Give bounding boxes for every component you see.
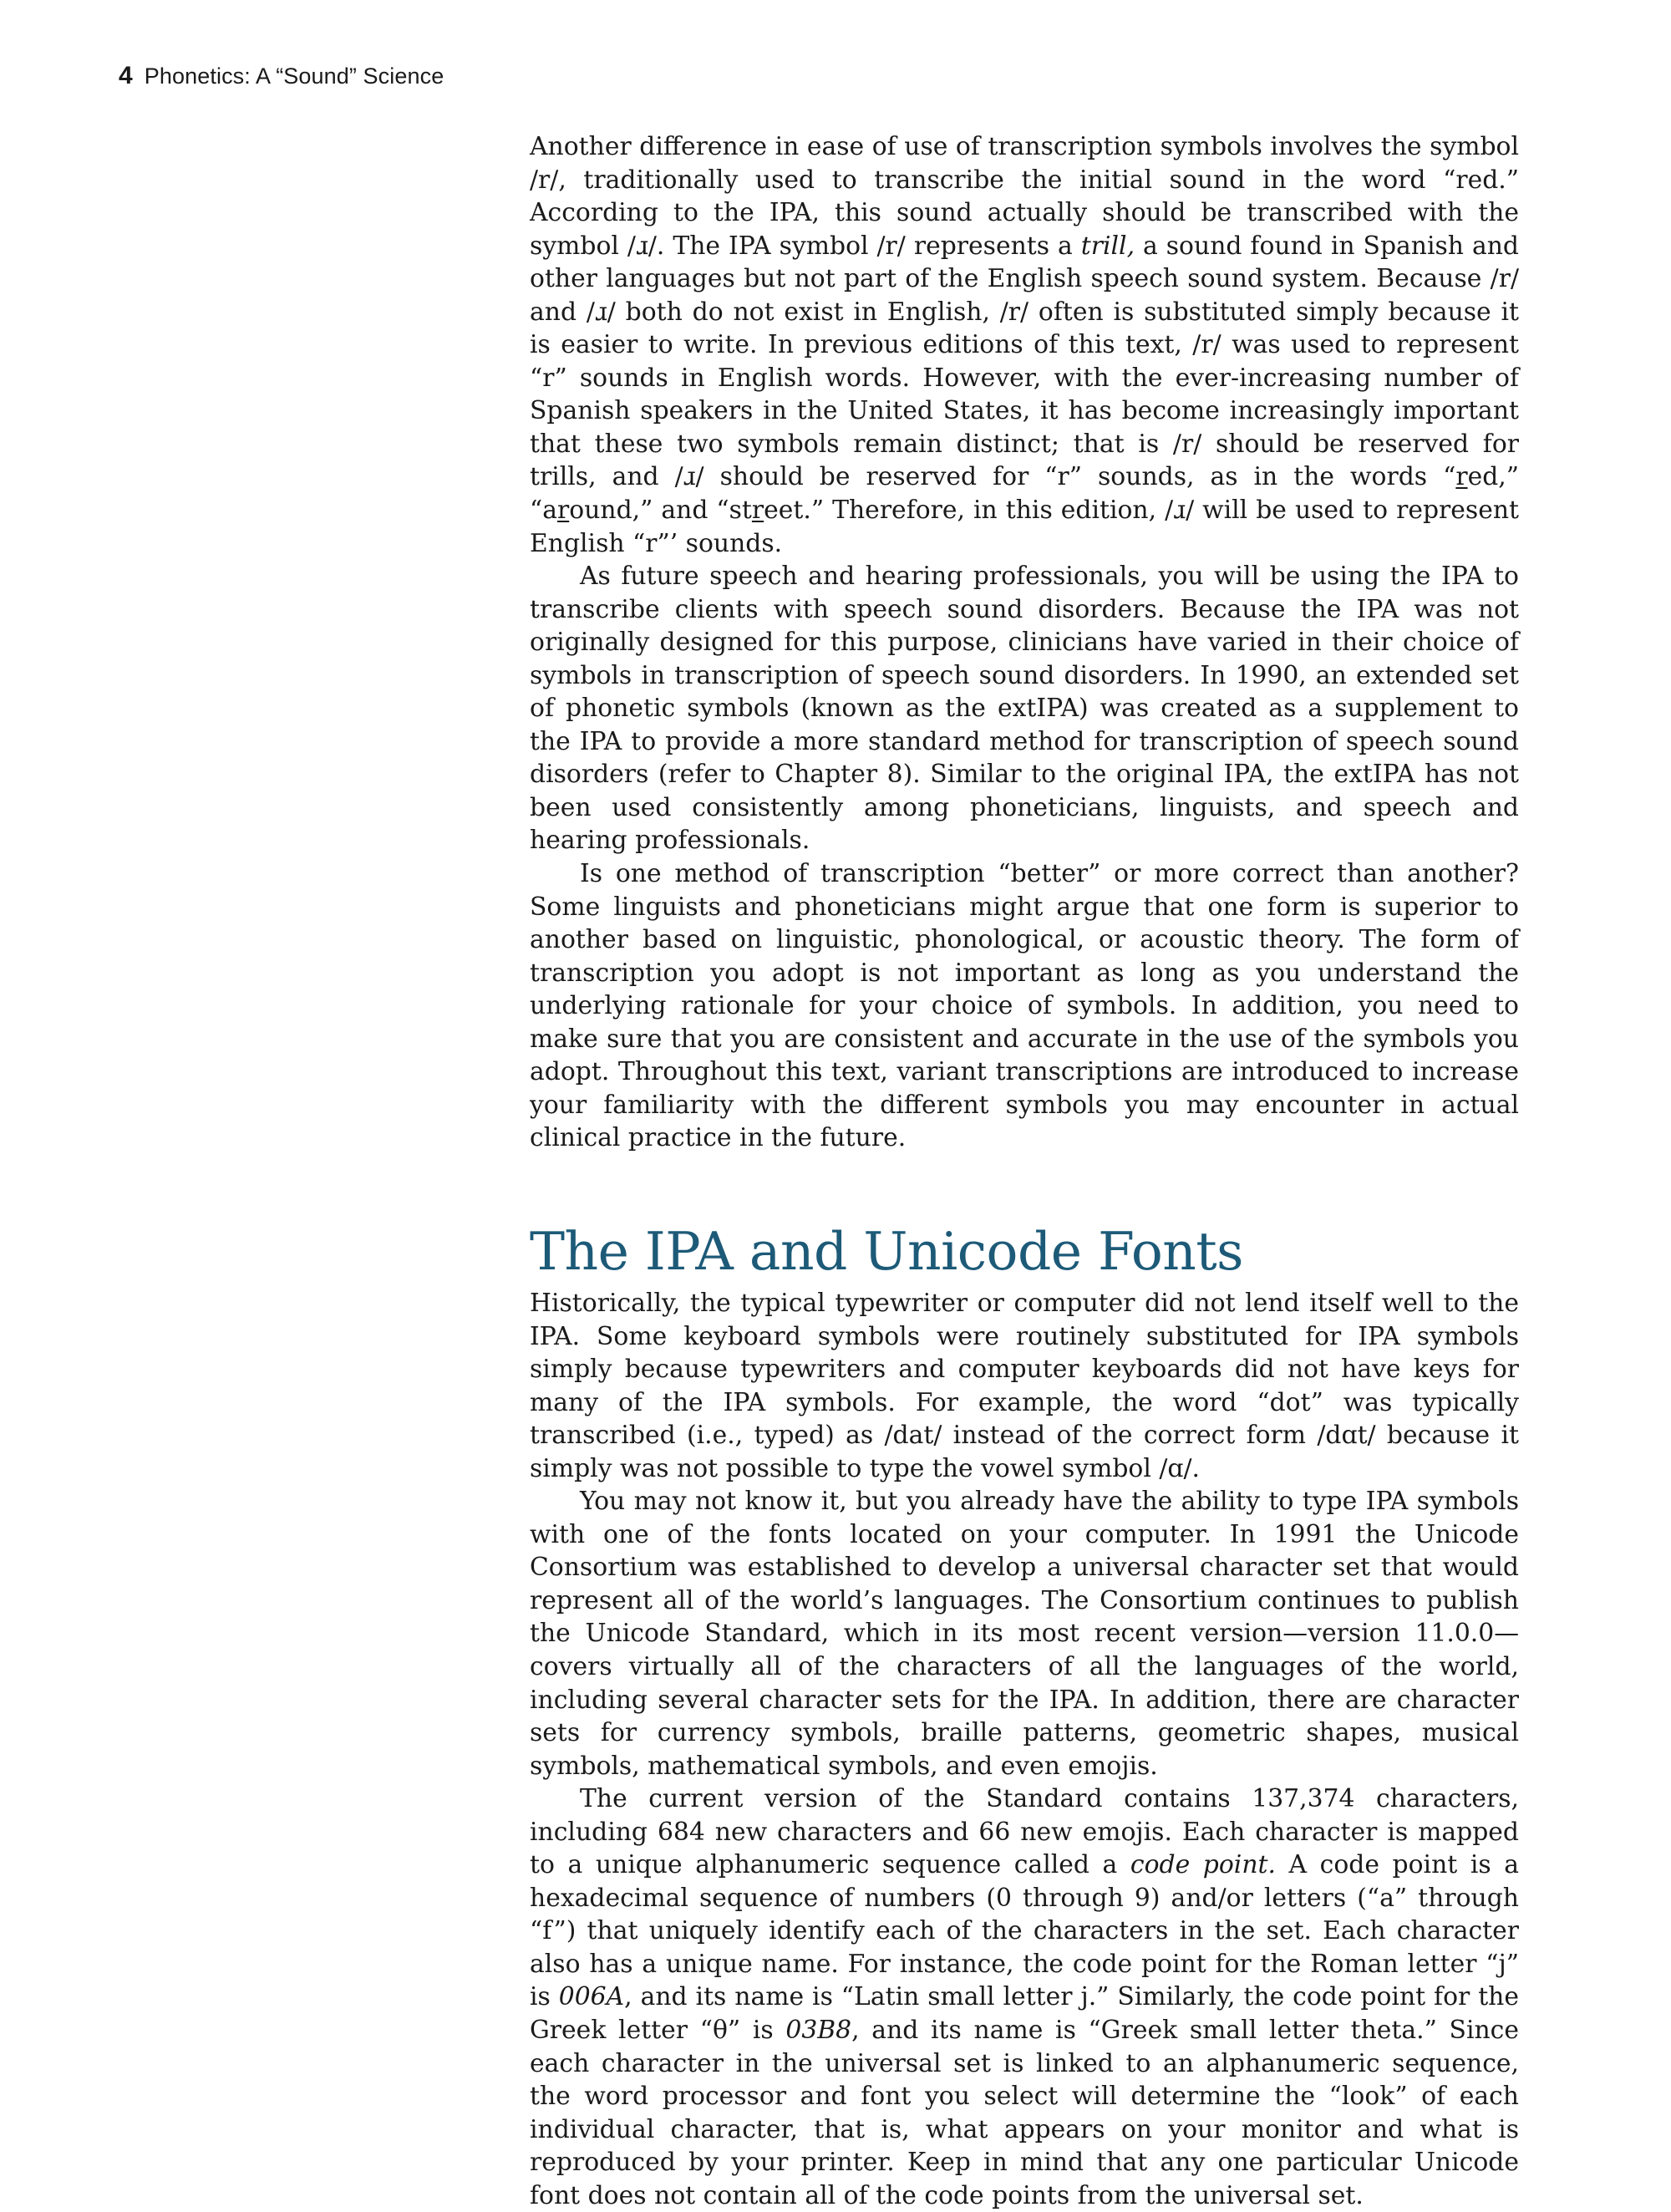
italic-term: code point. — [1130, 1850, 1276, 1880]
section-heading: The IPA and Unicode Fonts — [530, 1220, 1243, 1282]
underlined-letter: r — [751, 496, 764, 526]
underlined-letter: r — [557, 496, 570, 526]
underlined-letter: r — [1455, 462, 1468, 492]
paragraph: As future speech and hearing professionals, you will be using the IPA to transcribe clients with speech sound disorders. Because the IPA was not originally designed for this purpose, clinicians have varied in their choice of symbols in transcription of speech sound disorders. In 1990, an extended set of phonetic symbols (known as the extIPA) was created as a supplement to the IPA to provide a more standard method for transcription of speech sound disorders (refer to Chapter 8). Similar to the original IPA, the extIPA has not been used consistently among phoneticians, linguists, and speech and hearing professionals. — [530, 562, 1519, 856]
section-transcription-variants — [530, 130, 1519, 1155]
paragraph: You may not know it, but you already have the ability to type IPA symbols with one of the fonts located on your computer. In 1991 the Unicode Consortium was established to develop a universal character set that would represent all of the world’s languages. The Consortium continues to publish the Unicode Standard, which in its most recent version—version 11.0.0—covers virtually all of the characters of all the languages of the world, including several character sets for the IPA. In addition, there are character sets for currency symbols, braille patterns, geometric shapes, musical symbols, mathematical symbols, and even emojis. — [530, 1487, 1519, 1781]
section-ipa-unicode — [530, 1287, 1519, 2212]
italic-term: 006A — [558, 1982, 625, 2012]
page-number: 4 — [119, 62, 133, 89]
running-title: Phonetics: A “Sound” Science — [144, 64, 444, 89]
running-head — [119, 62, 444, 90]
italic-term: trill, — [1080, 231, 1135, 261]
italic-term: 03B8 — [785, 2015, 852, 2045]
page-body — [530, 130, 1519, 2212]
paragraph: Historically, the typical typewriter or computer did not lend itself well to the IPA. Some keyboard symbols were routinely substituted for IPA symbols simply because typewriters and computer keyboards did not have keys for many of the IPA symbols. For example, the word “dot” was typically transcribed (i.e., typed) as /dat/ instead of the correct form /dɑt/ because it simply was not possible to type the vowel symbol /ɑ/. — [530, 1288, 1519, 1483]
paragraph: Is one method of transcription “better” or more correct than another? Some linguists and phoneticians might argue that one form is superior to another based on linguistic, phonological, or acoustic theory. The form of transcription you adopt is not important as long as you understand the underlying rationale for your choice of symbols. In addition, you need to make sure that you are consistent and accurate in the use of the symbols you adopt. Throughout this text, variant transcriptions are introduced to increase your familiarity with the different symbols you may encounter in actual clinical practice in the future. — [530, 859, 1519, 1153]
paragraph: The current version of the Standard contains 137,374 characters, including 684 new characters and 66 new emojis. Each character is mapped to a unique alphanumeric sequence called a code point. A code point is a hexadecimal sequence of numbers (0 through 9) and/or letters (“a” through “f”) that uniquely identify each of the characters in the set. Each character also has a unique name. For instance, the code point for the Roman letter “j” is 006A, and its name is “Latin small letter j.” Similarly, the code point for the Greek letter “θ” is 03B8, and its name is “Greek small letter theta.” Since each character in the universal set is linked to an alphanumeric sequence, the word processor and font you select will determine the “look” of each individual character, that is, what appears on your monitor and what is reproduced by your printer. Keep in mind that any one particular Unicode font does not contain all of the code points from the universal set. — [530, 1784, 1519, 2210]
paragraph: Another difference in ease of use of transcription symbols involves the symbol /r/, traditionally used to transcribe the initial sound in the word “red.” According to the IPA, this sound actually should be transcribed with the symbol /ɹ/. The IPA symbol /r/ represents a trill, a sound found in Spanish and other languages but not part of the English speech sound system. Because /r/ and /ɹ/ both do not exist in English, /r/ often is substituted simply because it is easier to write. In previous editions of this text, /r/ was used to represent “r” sounds in English words. However, with the ever-increasing number of Spanish speakers in the United States, it has become increasingly important that these two symbols remain distinct; that is /r/ should be reserved for trills, and /ɹ/ should be reserved for “r” sounds, as in the words “red,” “around,” and “street.” Therefore, in this edition, /ɹ/ will be used to represent English “r”’ sounds. — [530, 132, 1519, 558]
